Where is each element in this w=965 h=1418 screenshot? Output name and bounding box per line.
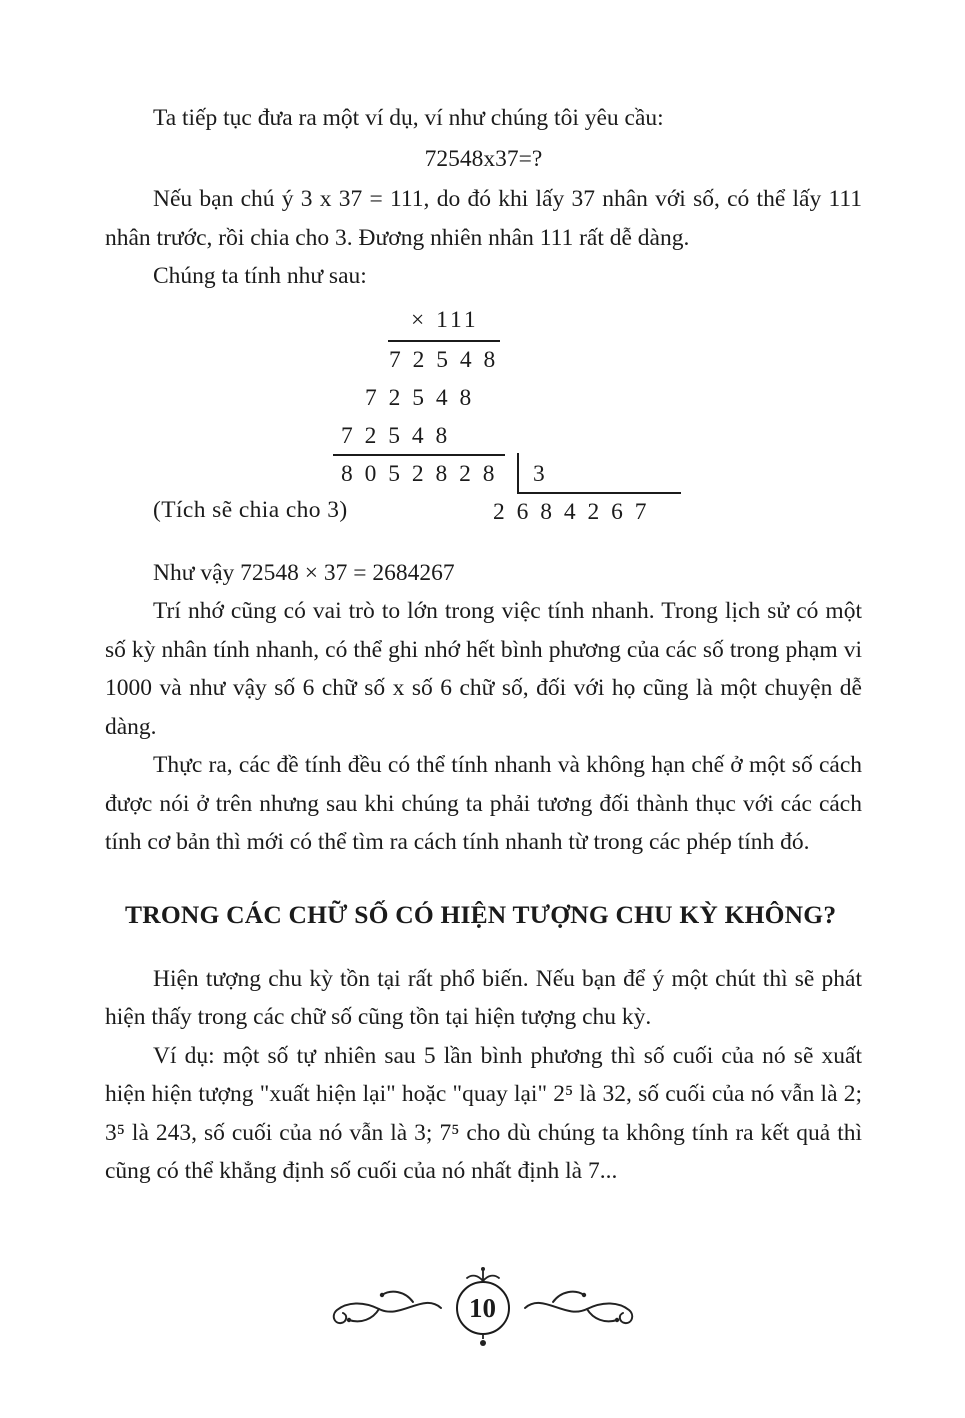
paragraph-practice: Thực ra, các đề tính đều có thể tính nhanh và không hạn chế ở một số cách được nói ở trên nhưng sau khi chúng ta phải tương đối thành thục với các cách tính cơ bản thì mới có thể tìm ra cách tính nhanh từ trong các phép tính đó. [105,752,862,855]
page-number: 10 [469,1292,496,1323]
crown-ornament-icon [464,1266,502,1282]
paragraph-intro: Ta tiếp tục đưa ra một ví dụ, ví như chúng tôi yêu cầu: [153,105,664,131]
calc-rule-bottom [333,454,505,456]
pendant-ornament-icon [472,1334,494,1348]
paragraph-cycle-intro: Hiện tượng chu kỳ tồn tại rất phổ biến. Nếu bạn để ý một chút thì sẽ phát hiện thấy trong các chữ số cũng tồn tại hiện tượng chu kỳ. [105,965,862,1030]
section-heading: TRONG CÁC CHỮ SỐ CÓ HIỆN TƯỢNG CHU KỲ KHÔNG? [125,899,837,929]
calc-divisor: 3 [533,460,548,487]
paragraph-result: Như vậy 72548 × 37 = 2684267 [153,559,455,586]
calc-quotient-row: 2 6 8 4 2 6 7 [493,498,650,525]
division-bar-vertical [517,453,519,492]
calc-multiplier-row: × 111 [411,306,479,333]
flourish-right-icon [521,1276,639,1338]
paragraph-hint: Nếu bạn chú ý 3 x 37 = 111, do đó khi lấy 37 nhân với số, có thể lấy 111 nhân trước, rồi chia cho 3. Đương nhiên nhân 111 rất dễ dàng. [105,186,862,251]
division-bar-horizontal [517,492,681,494]
page-footer [0,1266,965,1348]
calc-partial-row-3: 7 2 5 4 8 [341,422,451,449]
calc-product-row: 8 0 5 2 8 2 8 [341,460,498,487]
paragraph-cycle-example: Ví dụ: một số tự nhiên sau 5 lần bình phương thì số cuối của nó sẽ xuất hiện hiện tượng "xuất hiện lại" hoặc "quay lại" 2⁵ là 32, số cuối của nó vẫn là 2; 3⁵ là 243, số cuối của nó vẫn là 3; 7⁵ cho dù chúng ta không tính ra kết quả thì cũng có thể khẳng định số cuối của nó nhất định là 7... [105,1042,862,1184]
calc-partial-row-2: 7 2 5 4 8 [365,384,475,411]
page-number-badge [456,1281,510,1335]
equation-question: 72548x37=? [424,145,543,172]
flourish-left-icon [327,1276,445,1338]
calc-note-label: (Tích sẽ chia cho 3) [153,496,348,523]
paragraph-compute-intro: Chúng ta tính như sau: [153,263,367,289]
paragraph-memory: Trí nhớ cũng có vai trò to lớn trong việc tính nhanh. Trong lịch sử có một số kỳ nhân tính nhanh, có thể ghi nhớ hết bình phương của các số trong phạm vi 1000 và như vậy số 6 chữ số x số 6 chữ số, đối với họ cũng là một chuyện dễ dàng. [105,598,862,740]
page-number-ornament [447,1266,519,1348]
calc-partial-row-1: 7 2 5 4 8 [389,346,499,373]
calc-rule-top [388,340,500,342]
long-multiplication-block [105,304,862,532]
